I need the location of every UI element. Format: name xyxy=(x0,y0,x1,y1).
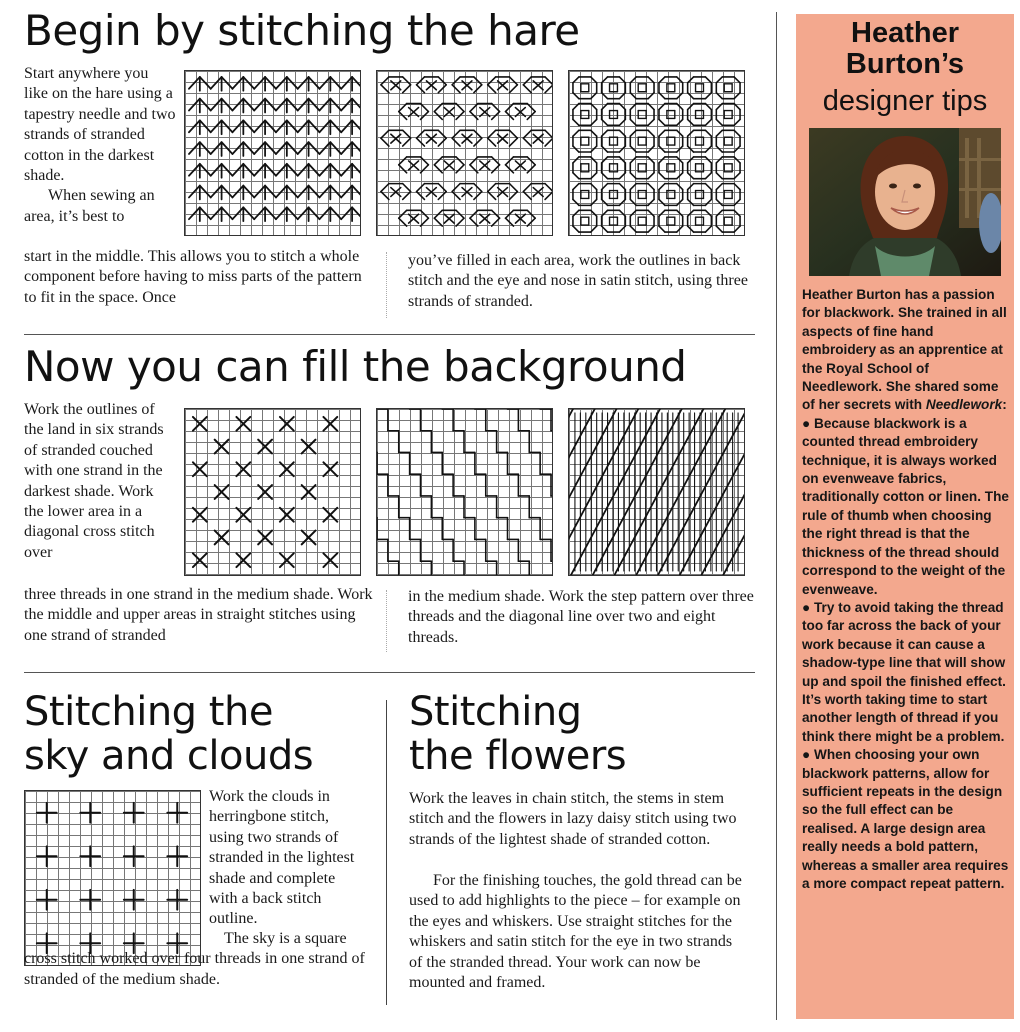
heading-flowers-line2: the flowers xyxy=(409,733,627,779)
sidebar-title xyxy=(796,18,1014,80)
sidebar-intro-text: Heather Burton has a passion for blackwork. She trained in all aspects of fine hand embroidery as an apprentice at the Royal School of Needlework. She shared some of her secrets with xyxy=(802,287,1007,413)
column-divider xyxy=(386,590,387,652)
sidebar-subtitle: designer tips xyxy=(822,85,988,117)
background-col2: in the medium shade. Work the step pattern over three threads and the diagonal line over two and eight threads. xyxy=(408,588,754,646)
tip-1-text: Because blackwork is a counted thread embroidery technique, it is always worked on evenweave fabrics, traditionally cotton or linen. The rule of thumb when choosing the right thread is that the thickness of the thread should correspond to the weight of the evenweave. xyxy=(802,415,1009,597)
tip-2 xyxy=(802,599,1010,746)
section-divider xyxy=(24,672,755,673)
sidebar-title-line2: Burton’s xyxy=(845,48,965,80)
heading-background: Now you can fill the background xyxy=(24,342,687,391)
stitch-pattern-diagonal-lines xyxy=(568,408,745,576)
background-intro: Work the outlines of the land in six strands of stranded couched with one strand in the darkest shade. Work the lower area in a diagonal cross stitch over xyxy=(24,401,164,561)
sky-text-2 xyxy=(24,929,374,990)
stitch-pattern-steps xyxy=(376,408,553,576)
tip-3-text: When choosing your own blackwork patterns, allow for sufficient repeats in the design so the full effect can be realised. A large design area really needs a bold pattern, whereas a smaller area requires a more compact repeat pattern. xyxy=(802,747,1009,891)
sidebar-title-line1: Heather xyxy=(851,17,959,49)
stitch-pattern-octagon-square xyxy=(568,70,745,236)
background-col1: three threads in one strand in the medium shade. Work the middle and upper areas in straight stitches using one strand of stranded xyxy=(24,586,373,644)
stitch-pattern-diagonal-cross xyxy=(184,408,361,576)
flowers-text-2: For the finishing touches, the gold thread can be used to add highlights to the piece – for example on the eyes and whiskers. Use straight stitches for the whiskers and satin stitch for the eye in two strands of the stranded thread. Your work can now be mounted and framed. xyxy=(409,872,742,992)
hare-col2: you’ve filled in each area, work the outlines in back stitch and the eye and nose in satin stitch, using three strands of stranded. xyxy=(408,252,748,310)
sidebar-intro-end: : xyxy=(1002,397,1007,413)
bullet-icon: ● xyxy=(802,415,811,431)
hare-col1: start in the middle. This allows you to stitch a whole component before having to miss parts of the pattern to fit in the space. Once xyxy=(24,248,362,306)
heading-sky-line1: Stitching the xyxy=(24,689,273,735)
sky-text-1: Work the clouds in herringbone stitch, using two strands of stranded in the lightest shade and complete with a back stitch outline. xyxy=(209,788,355,928)
tip-3 xyxy=(802,746,1010,893)
designer-photo xyxy=(809,128,1001,276)
stitch-pattern-zigzag xyxy=(184,70,361,236)
sidebar-intro xyxy=(802,286,1010,415)
stitch-pattern-hexagon-cross xyxy=(376,70,553,236)
sidebar-body xyxy=(802,286,1010,893)
magazine-name: Needlework xyxy=(925,397,1003,413)
tip-2-text: Try to avoid taking the thread too far across the back of your work because it can cause a shadow-type line that will show up and spoil the finished effect. It’s worth taking time to start another length of thread if you think there might be a problem. xyxy=(802,599,1006,744)
hare-intro-text: Start anywhere you like on the hare using a tapestry needle and two strands of stranded cotton in the darkest shade. xyxy=(24,65,176,185)
bullet-icon: ● xyxy=(802,747,811,763)
column-divider xyxy=(386,700,387,1005)
heading-flowers-line1: Stitching xyxy=(409,689,582,735)
section-divider xyxy=(24,334,755,335)
heading-hare: Begin by stitching the hare xyxy=(24,6,580,55)
bullet-icon: ● xyxy=(802,599,811,615)
sky-text-2-content: The sky is a square cross stitch worked over four threads in one strand of stranded of the medium shade. xyxy=(24,930,365,988)
column-divider xyxy=(386,252,387,318)
flowers-text-1: Work the leaves in chain stitch, the stems in stem stitch and the flowers in lazy daisy stitch using two strands of the lightest shade of stranded cotton. xyxy=(409,790,737,848)
heading-sky xyxy=(24,690,313,778)
page-divider xyxy=(776,12,777,1020)
portrait-image xyxy=(809,128,1001,276)
heading-flowers xyxy=(409,690,626,778)
designer-tips-sidebar xyxy=(796,14,1014,1019)
hare-intro-cont: When sewing an area, it’s best to xyxy=(24,187,155,225)
hare-intro xyxy=(24,64,176,227)
heading-sky-line2: sky and clouds xyxy=(24,733,314,779)
tip-1 xyxy=(802,415,1010,599)
